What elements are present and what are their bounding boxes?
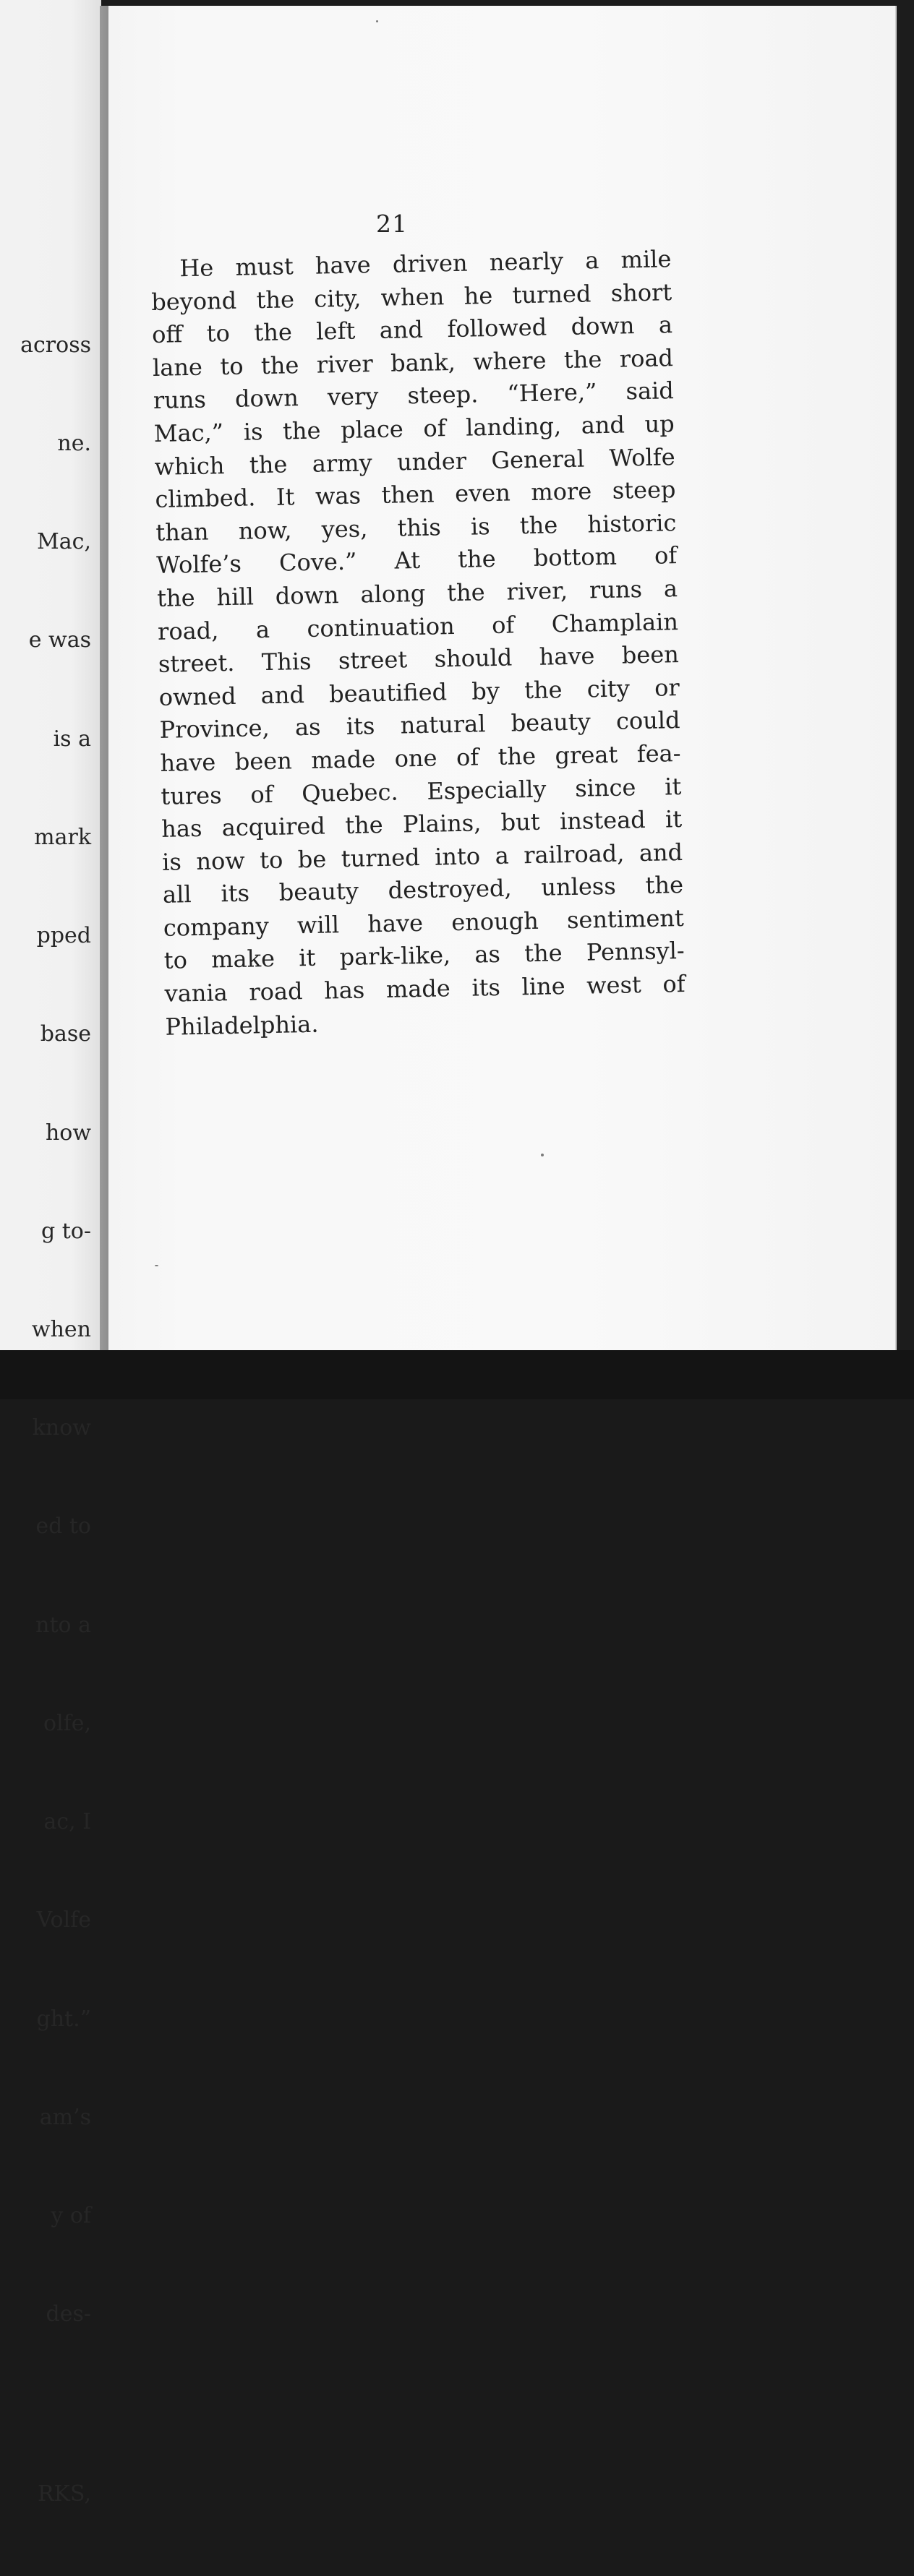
scanner-bed-edge (0, 1350, 914, 1399)
paragraph-line: tures of Quebec. Especially since it (161, 772, 682, 810)
paragraph-line: road, a continuation of Champlain (157, 607, 679, 645)
left-fragment-line: y of (51, 2202, 91, 2228)
left-fragment-line: know (32, 1415, 91, 1441)
page-number: 21 (376, 210, 408, 238)
paragraph-line: owned and beautified by the city or (158, 673, 680, 711)
left-fragment-line: mark (34, 824, 91, 850)
paragraph-line: runs down very steep. “Here,” said (153, 377, 675, 415)
body-paragraph (150, 243, 686, 1044)
left-fragment-line: am’s (39, 2104, 91, 2130)
paragraph-line: He must have driven nearly a mile (179, 245, 672, 283)
paragraph-line: Mac,” is the place of landing, and up (153, 410, 675, 447)
paragraph-line: have been made one of the great fea- (160, 739, 681, 777)
paragraph-line: Philadelphia. (165, 1010, 319, 1041)
paragraph-line: which the army under General Wolfe (154, 442, 675, 481)
paragraph-line: street. This street should have been (158, 640, 680, 679)
paragraph-line: lane to the river bank, where the road (152, 343, 674, 382)
paragraph-line: Wolfe’s Cove.” At the bottom of (155, 541, 678, 580)
left-page (0, 0, 101, 2507)
paragraph-line: the hill down along the river, runs a (156, 575, 678, 612)
paragraph-line: beyond the city, when he turned short (150, 278, 672, 316)
left-fragment-line: nto a (35, 1612, 91, 1638)
paragraph-line: climbed. It was then even more steep (155, 476, 676, 514)
left-fragment-line: when (31, 1317, 91, 1342)
left-fragment-line: ac, I (43, 1809, 91, 1835)
left-fragment-line: RKS, (37, 2481, 91, 2507)
left-fragment-line: ght.” (36, 2006, 91, 2032)
paragraph-line: has acquired the Plains, but instead it (161, 805, 683, 843)
paragraph-line: Province, as its natural beauty could (159, 706, 680, 744)
left-fragment-line: across (20, 332, 91, 358)
paper-speck (155, 1265, 158, 1266)
paragraph-line: to make it park-like, as the Pennsyl- (163, 937, 686, 975)
paragraph-line: all its beauty destroyed, unless the (162, 871, 684, 909)
left-fragment-line: pped (36, 923, 91, 949)
paragraph-line: vania road has made its line west of (164, 970, 686, 1008)
left-fragment-line: base (40, 1021, 91, 1047)
paragraph-line: is now to be turned into a railroad, and (161, 838, 683, 876)
left-fragment-line: ed to (35, 1514, 91, 1540)
paragraph-line: than now, yes, this is the historic (155, 508, 677, 546)
left-fragment-line: g to- (41, 1218, 91, 1244)
left-fragment-line: ne. (57, 431, 91, 457)
left-fragment-line: is a (53, 726, 91, 752)
left-fragment-line: olfe, (43, 1710, 91, 1736)
left-fragment-line: Volfe (36, 1907, 91, 1933)
paragraph-line: off to the left and followed down a (151, 311, 673, 349)
left-fragment-line: Mac, (37, 529, 91, 555)
paragraph-line: company will have enough sentiment (163, 903, 685, 942)
paper-speck (376, 20, 378, 22)
left-fragment-gap (20, 2396, 91, 2412)
left-page-text-fragments (20, 263, 91, 2576)
left-fragment-line: e was (28, 627, 91, 653)
left-fragment-line: how (45, 1120, 91, 1146)
left-fragment-line: des- (46, 2301, 91, 2327)
paper-speck (541, 1154, 544, 1156)
